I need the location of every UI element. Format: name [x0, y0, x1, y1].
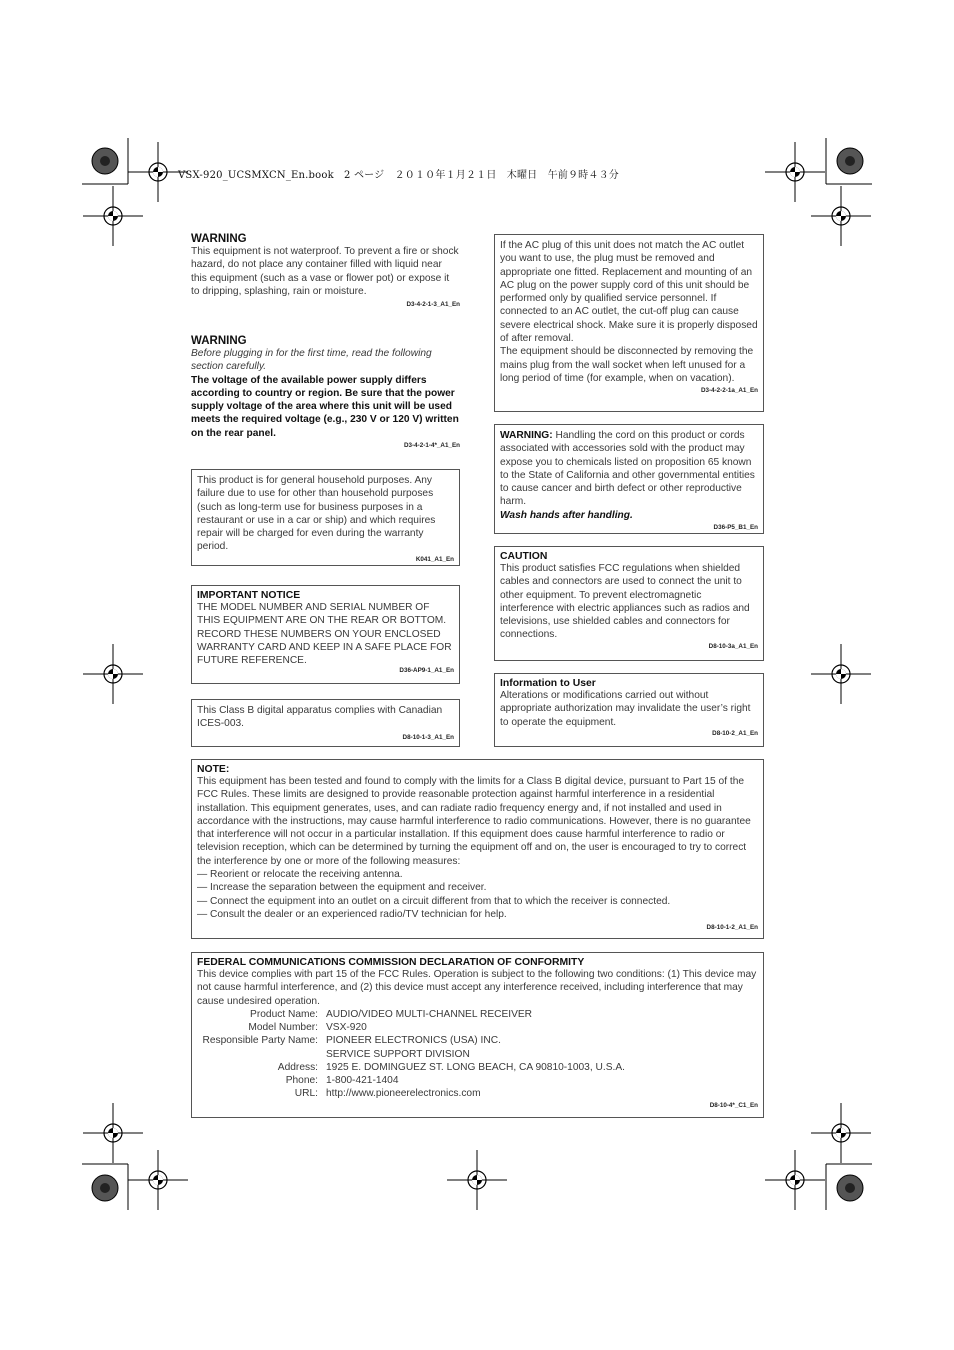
row-value: SERVICE SUPPORT DIVISION — [326, 1048, 470, 1060]
info-user-body: Alterations or modifications carried out without appropriate authorization may invalidate the user’s right to operate the equipment. — [500, 690, 751, 728]
fcc-title: FEDERAL COMMUNICATIONS COMMISSION DECLARATION OF CONFORMITY — [197, 957, 585, 968]
table-row — [197, 1008, 625, 1021]
important-notice — [191, 585, 460, 684]
row-value: 1925 E. DOMINGUEZ ST. LONG BEACH, CA 90810-1003, U.S.A. — [326, 1061, 625, 1073]
row-value: AUDIO/VIDEO MULTI-CHANNEL RECEIVER — [326, 1008, 533, 1020]
row-value: PIONEER ELECTRONICS (USA) INC. — [326, 1035, 501, 1047]
fcc-body: This device complies with part 15 of the FCC Rules. Operation is subject to the following two conditions: (1) This device may not cause harmful interference, and (2) this device must accept any interference received, including interference that may cause undesired operation. — [197, 969, 757, 1007]
ac-plug-body: If the AC plug of this unit does not match the AC outlet you want to use, the plug must be removed and appropriate one fitted. Replacement and mounting of an AC plug on the power supply cord of this unit should be performed only by qualified service personnel. If connected to an AC outlet, the cut-off plug can cause severe electrical shock. Make sure it is properly disposed of after removal. — [500, 240, 758, 345]
warning-title: WARNING — [191, 233, 247, 245]
fcc-note — [191, 759, 764, 939]
caution-body: This product satisfies FCC regulations when shielded cables and connectors are used to connect the unit to other equipment. To prevent electromagnetic interference with electric appliances such as radios and televisions, use shielded cables and connectors for connections. — [500, 563, 750, 641]
important-notice-title: IMPORTANT NOTICE — [197, 590, 301, 601]
row-value: VSX-920 — [326, 1022, 367, 1034]
row-label: Product Name: — [250, 1008, 318, 1020]
note-item: — Consult the dealer or an experienced radio/TV technician for help. — [197, 908, 507, 920]
table-row — [197, 1021, 625, 1034]
ac-plug-notice — [494, 234, 764, 412]
prop65-wash: Wash hands after handling. — [500, 509, 633, 521]
table-row — [197, 1034, 625, 1047]
warning-body: The voltage of the available power supply differs according to country or region. Be sure that the power supply voltage of the area where this unit will be used meets the required voltage (e.g., 230 V or 120 V) written on the rear panel. — [191, 374, 459, 439]
table-row — [197, 1074, 625, 1087]
fcc-info-table — [197, 1008, 625, 1100]
model-code: D36-P5_B1_En — [713, 524, 758, 532]
row-label: Responsible Party Name: — [202, 1035, 318, 1047]
table-row — [197, 1061, 625, 1074]
household-notice — [191, 469, 460, 566]
warning-voltage — [191, 335, 460, 449]
warning-body: This equipment is not waterproof. To prevent a fire or shock hazard, do not place any container filled with liquid near this equipment (such as a vase or flower pot) or expose it to dripping, splashing, rain or moisture. — [191, 246, 459, 297]
canada-body: This Class B digital apparatus complies with Canadian ICES-003. — [197, 705, 443, 730]
warning-intro: Before plugging in for the first time, read the following section carefully. — [191, 348, 432, 373]
info-user-title: Information to User — [500, 678, 596, 689]
model-code: D8-10-3a_A1_En — [708, 642, 758, 650]
canada-notice — [191, 699, 460, 747]
warning-waterproof — [191, 233, 460, 308]
important-notice-body: THE MODEL NUMBER AND SERIAL NUMBER OF THIS EQUIPMENT ARE ON THE REAR OR BOTTOM. RECORD THESE NUMBERS ON YOUR ENCLOSED WARRANTY CARD AND KEEP IN A SAFE PLACE FOR FUTURE REFERENCE. — [197, 602, 452, 667]
note-title: NOTE: — [197, 764, 230, 775]
household-body: This product is for general household purposes. Any failure due to use for other than household purposes (such as long-term use for business purposes in a restaurant or use in a car or ship) and which requires repair will be charged for even during the warranty period. — [197, 475, 436, 553]
row-label: URL: — [294, 1088, 318, 1100]
note-item: — Connect the equipment into an outlet on a circuit different from that to which the receiver is connected. — [197, 895, 671, 907]
prop65-warning — [494, 424, 764, 534]
ac-plug-body-2: The equipment should be disconnected by removing the mains plug from the wall socket when left unused for a long period of time (for example, when on vacation). — [500, 346, 754, 384]
model-code: D3-4-2-2-1a_A1_En — [700, 387, 758, 395]
table-row — [197, 1048, 625, 1061]
row-value: 1-800-421-1404 — [326, 1074, 399, 1086]
model-code: D8-10-1-2_A1_En — [706, 924, 758, 932]
prop65-text: Handling the cord on this product or cords associated with accessories sold with the product may expose you to chemicals listed on proposition 65 known to the State of California and other governmental entities to cause cancer and birth defect or other reproductive harm. — [500, 430, 755, 508]
row-value: http://www.pioneerelectronics.com — [326, 1088, 481, 1100]
row-label — [197, 1048, 326, 1061]
model-code: D8-10-2_A1_En — [712, 729, 758, 737]
caution-notice — [494, 546, 764, 661]
information-to-user — [494, 673, 764, 747]
model-code: K041_A1_En — [415, 555, 454, 563]
fcc-declaration — [191, 952, 764, 1118]
caution-title: CAUTION — [500, 551, 548, 562]
note-item: — Reorient or relocate the receiving antenna. — [197, 869, 403, 881]
table-row — [197, 1087, 625, 1100]
print-header: VSX-920_UCSMXCN_En.book 2 ページ ２０１０年１月２１日 木曜日 午前９時４３分 — [178, 170, 619, 181]
warning-title: WARNING — [191, 335, 247, 347]
model-code: D3-4-2-1-4*_A1_En — [404, 442, 460, 450]
note-item: — Increase the separation between the equipment and receiver. — [197, 882, 487, 894]
prop65-label: WARNING: — [500, 430, 553, 441]
model-code: D3-4-2-1-3_A1_En — [406, 301, 460, 309]
row-label: Address: — [277, 1061, 318, 1073]
prop65-body — [500, 429, 758, 509]
model-code: D8-10-1-3_A1_En — [402, 733, 454, 741]
row-label: Model Number: — [248, 1022, 318, 1034]
note-body: This equipment has been tested and found to comply with the limits for a Class B digital device, pursuant to Part 15 of the FCC Rules. These limits are designed to provide reasonable protection against harmful interference in a residential installation. This equipment generates, uses, and can radiate radio frequency energy and, if not installed and used in accordance with the instructions, may cause harmful interference to radio communications. However, there is no guarantee that interference will not occur in a particular installation. If this equipment does cause harmful interference to radio or television reception, which can be determined by turning the equipment off and on, the user is encouraged to try to correct the interference by one or more of the following measures: — [197, 776, 751, 867]
model-code: D36-AP9-1_A1_En — [399, 667, 454, 675]
model-code: D8-10-4*_C1_En — [709, 1102, 758, 1110]
row-label: Phone: — [285, 1074, 318, 1086]
